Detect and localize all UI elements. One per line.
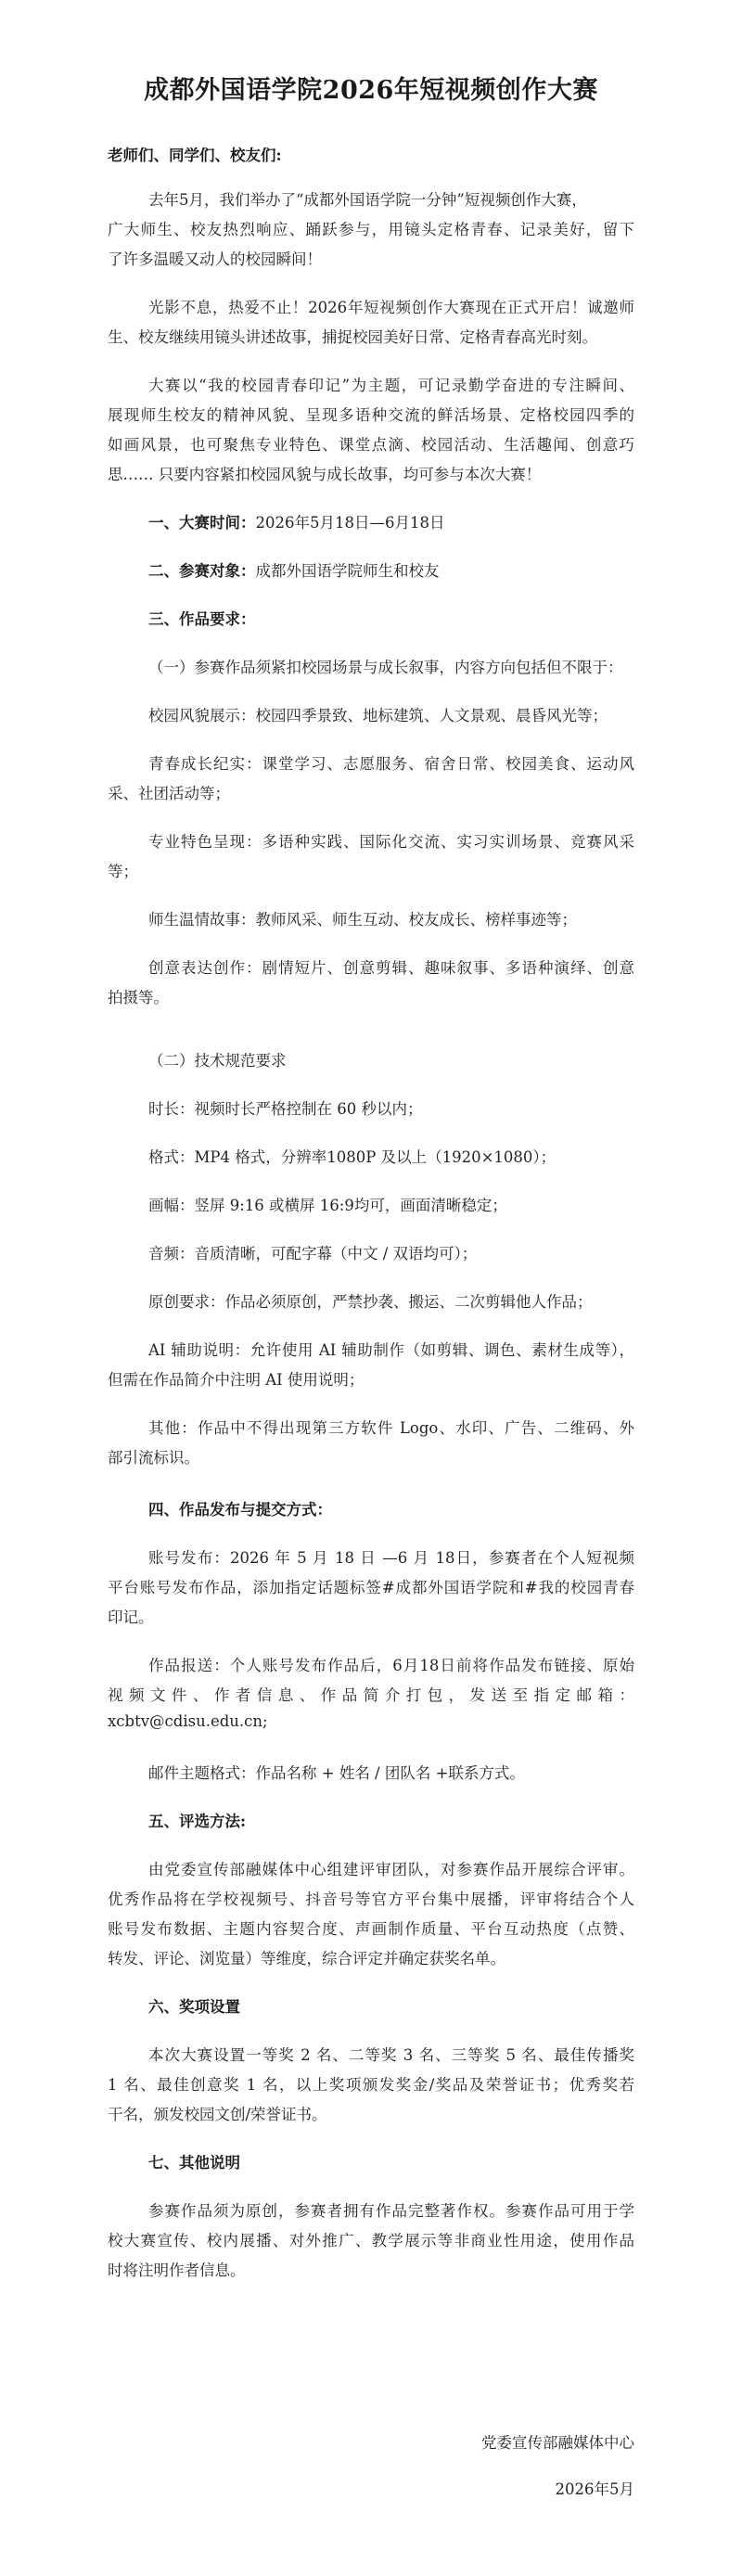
spec-item: 时长：视频时长严格控制在 60 秒以内； — [148, 1100, 423, 1118]
awards-paragraph-line: 本次大赛设置一等奖 2 名、二等奖 3 名、三等奖 5 名、最佳传播奖 — [148, 2046, 634, 2064]
section-heading: 二、参赛对象： — [148, 562, 256, 580]
spec-item: 音频：音质清晰，可配字幕（中文 / 双语均可）； — [148, 1245, 478, 1262]
spec-item: 部引流标识。 — [108, 1449, 199, 1467]
tech-spec-heading: （二）技术规范要求 — [148, 1052, 287, 1070]
section-heading: 六、奖项设置 — [148, 1998, 240, 2016]
intro-3-line: 大赛以“我的校园青春印记”为主题，可记录勤学奋进的专注瞬间、 — [148, 377, 634, 394]
theme-item: 拍摄等。 — [108, 989, 169, 1006]
notes-paragraph-line: 时将注明作者信息。 — [108, 2262, 246, 2279]
section-heading: 三、作品要求： — [148, 610, 256, 628]
section-heading: 五、评选方法: — [148, 1813, 247, 1830]
submit-paragraph-line: 作品报送：个人账号发布作品后，6月18日前将作品发布链接、原始 — [148, 1657, 634, 1674]
intro-3-line: 展现师生校友的精神风貌、呈现多语种交流的鲜活场景、定格校园四季的 — [108, 406, 634, 424]
signature-date: 2026年5月 — [555, 2480, 634, 2498]
signature-org: 党委宣传部融媒体中心 — [481, 2434, 634, 2452]
notes-paragraph-line: 校大赛宣传、校内展播、对外推广、教学展示等非商业性用途，使用作品 — [108, 2232, 634, 2249]
requirements-intro: （一）参赛作品须紧扣校园场景与成长叙事，内容方向包括但不限于： — [148, 659, 623, 676]
spec-item: 其他：作品中不得出现第三方软件 Logo、水印、广告、二维码、外 — [148, 1419, 634, 1437]
publish-paragraph-line: 印记。 — [108, 1608, 154, 1626]
spec-item: AI 辅助说明：允许使用 AI 辅助制作（如剪辑、调色、素材生成等）， — [148, 1341, 634, 1359]
awards-paragraph-line: 干名，颁发校园文创/荣誉证书。 — [108, 2106, 327, 2123]
intro-1-line: 广大师生、校友热烈响应、踊跃参与，用镜头定格青春、记录美好，留下 — [108, 221, 634, 238]
participants-value: 成都外国语学院师生和校友 — [255, 562, 440, 580]
spec-item: 画幅：竖屏 9:16 或横屏 16:9均可，画面清晰稳定； — [148, 1197, 507, 1214]
section-heading: 一、大赛时间： — [148, 514, 256, 532]
section-heading: 四、作品发布与提交方式： — [148, 1501, 332, 1519]
document-title: 成都外国语学院2026年短视频创作大赛 — [144, 76, 598, 105]
theme-item: 等； — [108, 863, 138, 880]
spec-item: 原创要求：作品必须原创，严禁抄袭、搬运、二次剪辑他人作品； — [148, 1293, 593, 1311]
theme-item: 青春成长纪实：课堂学习、志愿服务、宿舍日常、校园美食、运动风 — [148, 755, 634, 773]
section-participants — [0, 560, 742, 583]
theme-item: 采、社团活动等； — [108, 785, 230, 802]
theme-item: 创意表达创作：剧情短片、创意剪辑、趣味叙事、多语种演绎、创意 — [148, 959, 634, 977]
intro-1-line: 去年5月，我们举办了“成都外国语学院一分钟”短视频创作大赛， — [148, 191, 587, 209]
judging-paragraph-line: 由党委宣传部融媒体中心组建评审团队，对参赛作品开展综合评审。 — [148, 1861, 634, 1878]
section-heading: 七、其他说明 — [148, 2154, 240, 2172]
publish-paragraph-line: 平台账号发布作品，添加指定话题标签#成都外国语学院和#我的校园青春 — [108, 1579, 634, 1596]
intro-3-line: 如画风景，也可聚焦专业特色、课堂点滴、校园活动、生活趣闻、创意巧 — [108, 436, 634, 454]
intro-2-line: 生、校友继续用镜头讲述故事，捕捉校园美好日常、定格青春高光时刻。 — [108, 328, 597, 346]
submit-paragraph-line: 视频文件、作者信息、作品简介打包，发送至指定邮箱： — [108, 1686, 634, 1704]
theme-item: 专业特色呈现：多语种实践、国际化交流、实习实训场景、竞赛风采 — [148, 833, 634, 851]
spec-item: 但需在作品简介中注明 AI 使用说明； — [108, 1371, 365, 1389]
intro-1-line: 了许多温暖又动人的校园瞬间！ — [108, 250, 322, 268]
greeting: 老师们、同学们、校友们: — [108, 147, 282, 164]
notes-paragraph-line: 参赛作品须为原创，参赛者拥有作品完整著作权。参赛作品可用于学 — [148, 2202, 634, 2220]
submit-email: xcbtv@cdisu.edu.cn; — [108, 1712, 268, 1730]
email-subject-format: 邮件主题格式：作品名称 + 姓名 / 团队名 +联系方式。 — [148, 1764, 525, 1782]
theme-item: 校园风貌展示：校园四季景致、地标建筑、人文景观、晨昏风光等； — [148, 707, 608, 724]
publish-paragraph-line: 账号发布：2026 年 5 月 18 日 —6 月 18日，参赛者在个人短视频 — [148, 1549, 634, 1567]
judging-paragraph-line: 账号发布数据、主题内容契合度、声画制作质量、平台互动热度（点赞、 — [108, 1920, 634, 1938]
contest-dates: 2026年5月18日—6月18日 — [255, 514, 445, 532]
intro-3-line: 思…… 只要内容紧扣校园风貌与成长故事，均可参与本次大赛！ — [108, 466, 542, 483]
intro-2-line: 光影不息，热爱不止！2026年短视频创作大赛现在正式开启！诚邀师 — [148, 299, 634, 316]
theme-item: 师生温情故事：教师风采、师生互动、校友成长、榜样事迹等； — [148, 911, 577, 929]
judging-paragraph-line: 优秀作品将在学校视频号、抖音号等官方平台集中展播，评审将结合个人 — [108, 1890, 634, 1908]
spec-item: 格式：MP4 格式，分辨率1080P 及以上（1920×1080）； — [148, 1148, 556, 1166]
judging-paragraph-line: 转发、评论、浏览量）等维度，综合评定并确定获奖名单。 — [108, 1950, 505, 1967]
awards-paragraph-line: 1 名、最佳创意奖 1 名，以上奖项颁发奖金/奖品及荣誉证书；优秀奖若 — [108, 2076, 634, 2094]
section-time — [0, 512, 742, 534]
